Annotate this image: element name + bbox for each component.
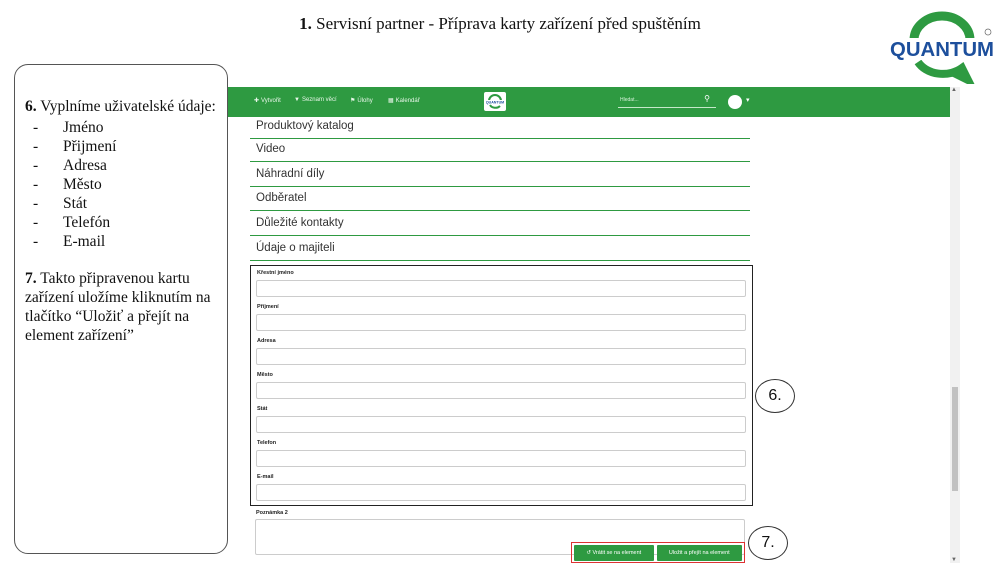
slide-title-text: Servisní partner - Příprava karty zařízení před spuštěním: [311, 14, 701, 33]
city-field[interactable]: [256, 382, 746, 399]
search-icon[interactable]: ⚲: [704, 94, 710, 103]
section-video[interactable]: Video: [250, 139, 750, 162]
surname-label: Příjmení: [257, 304, 279, 310]
undo-icon: ↺: [586, 550, 593, 556]
phone-label: Telefon: [257, 440, 277, 446]
note-label: Poznámka 2: [256, 510, 288, 516]
email-label: E-mail: [257, 474, 274, 480]
section-spare-parts[interactable]: Náhradní díly: [250, 164, 750, 187]
state-label: Stát: [257, 406, 268, 412]
address-label: Adresa: [257, 338, 276, 344]
nav-calendar[interactable]: ▦ Kalendář: [388, 98, 420, 104]
list-item: - Adresa: [33, 157, 107, 174]
address-field[interactable]: [256, 348, 746, 365]
callout-6: 6.: [755, 379, 795, 413]
surname-field[interactable]: [256, 314, 746, 331]
nav-tasks[interactable]: ⚑ Úlohy: [350, 98, 373, 104]
quantum-logo: [888, 10, 996, 84]
logo-text: QUANTUM: [890, 39, 994, 61]
list-item: - Přijmení: [33, 138, 117, 155]
scroll-up-icon[interactable]: ▲: [951, 87, 957, 93]
owner-form: [250, 265, 753, 506]
scroll-thumb[interactable]: [952, 387, 958, 491]
search-input[interactable]: Hledat... ⚲: [618, 95, 716, 108]
calendar-icon: ▦: [388, 98, 394, 104]
navbar: [228, 87, 950, 117]
scrollbar[interactable]: [950, 87, 960, 563]
city-label: Město: [257, 372, 273, 378]
flag-icon: ⚑: [350, 98, 356, 104]
app-screenshot: [228, 87, 960, 563]
list-item: - Stát: [33, 195, 88, 212]
slide-title: [0, 14, 1000, 34]
step-6: 6. Vyplníme uživatelské údaje:: [25, 98, 216, 115]
section-product-catalog[interactable]: Produktový katalog: [250, 116, 750, 139]
user-avatar[interactable]: [728, 95, 742, 109]
scroll-down-icon[interactable]: ▼: [951, 557, 957, 563]
first-name-field[interactable]: [256, 280, 746, 297]
back-to-element-button[interactable]: ↺ Vrátit se na element: [574, 545, 654, 561]
chevron-down-icon[interactable]: ▾: [746, 97, 750, 104]
list-item: - Telefón: [33, 214, 111, 231]
phone-field[interactable]: [256, 450, 746, 467]
state-field[interactable]: [256, 416, 746, 433]
list-item: - Jméno: [33, 119, 104, 136]
list-item: - E-mail: [33, 233, 106, 250]
list-item: - Město: [33, 176, 102, 193]
instructions-panel: [14, 64, 228, 554]
nav-list[interactable]: ▼ Seznam věcí: [294, 97, 337, 103]
filter-icon: ▼: [294, 97, 300, 103]
step-7: 7. Takto připravenou kartu zařízení uložíme kliknutím na tlačítko “Uložiť a přejít na element zařízení”: [25, 270, 211, 344]
nav-logo[interactable]: [484, 92, 506, 111]
email-field[interactable]: [256, 484, 746, 501]
slide-title-number: 1.: [299, 14, 312, 33]
svg-text:QUANTUM: QUANTUM: [485, 100, 505, 105]
step-6-list: [25, 118, 217, 251]
save-and-go-button[interactable]: Uložit a přejít na element: [657, 545, 742, 561]
plus-icon: ✚: [254, 98, 260, 104]
section-important-contacts[interactable]: Důležité kontakty: [250, 213, 750, 236]
callout-7: 7.: [748, 526, 788, 560]
first-name-label: Křestní jméno: [257, 270, 294, 276]
section-customer[interactable]: Odběratel: [250, 188, 750, 211]
nav-create[interactable]: ✚ Vytvořit: [254, 98, 281, 104]
section-owner-details[interactable]: Údaje o majiteli: [250, 238, 750, 261]
action-buttons-highlight: [571, 542, 745, 563]
